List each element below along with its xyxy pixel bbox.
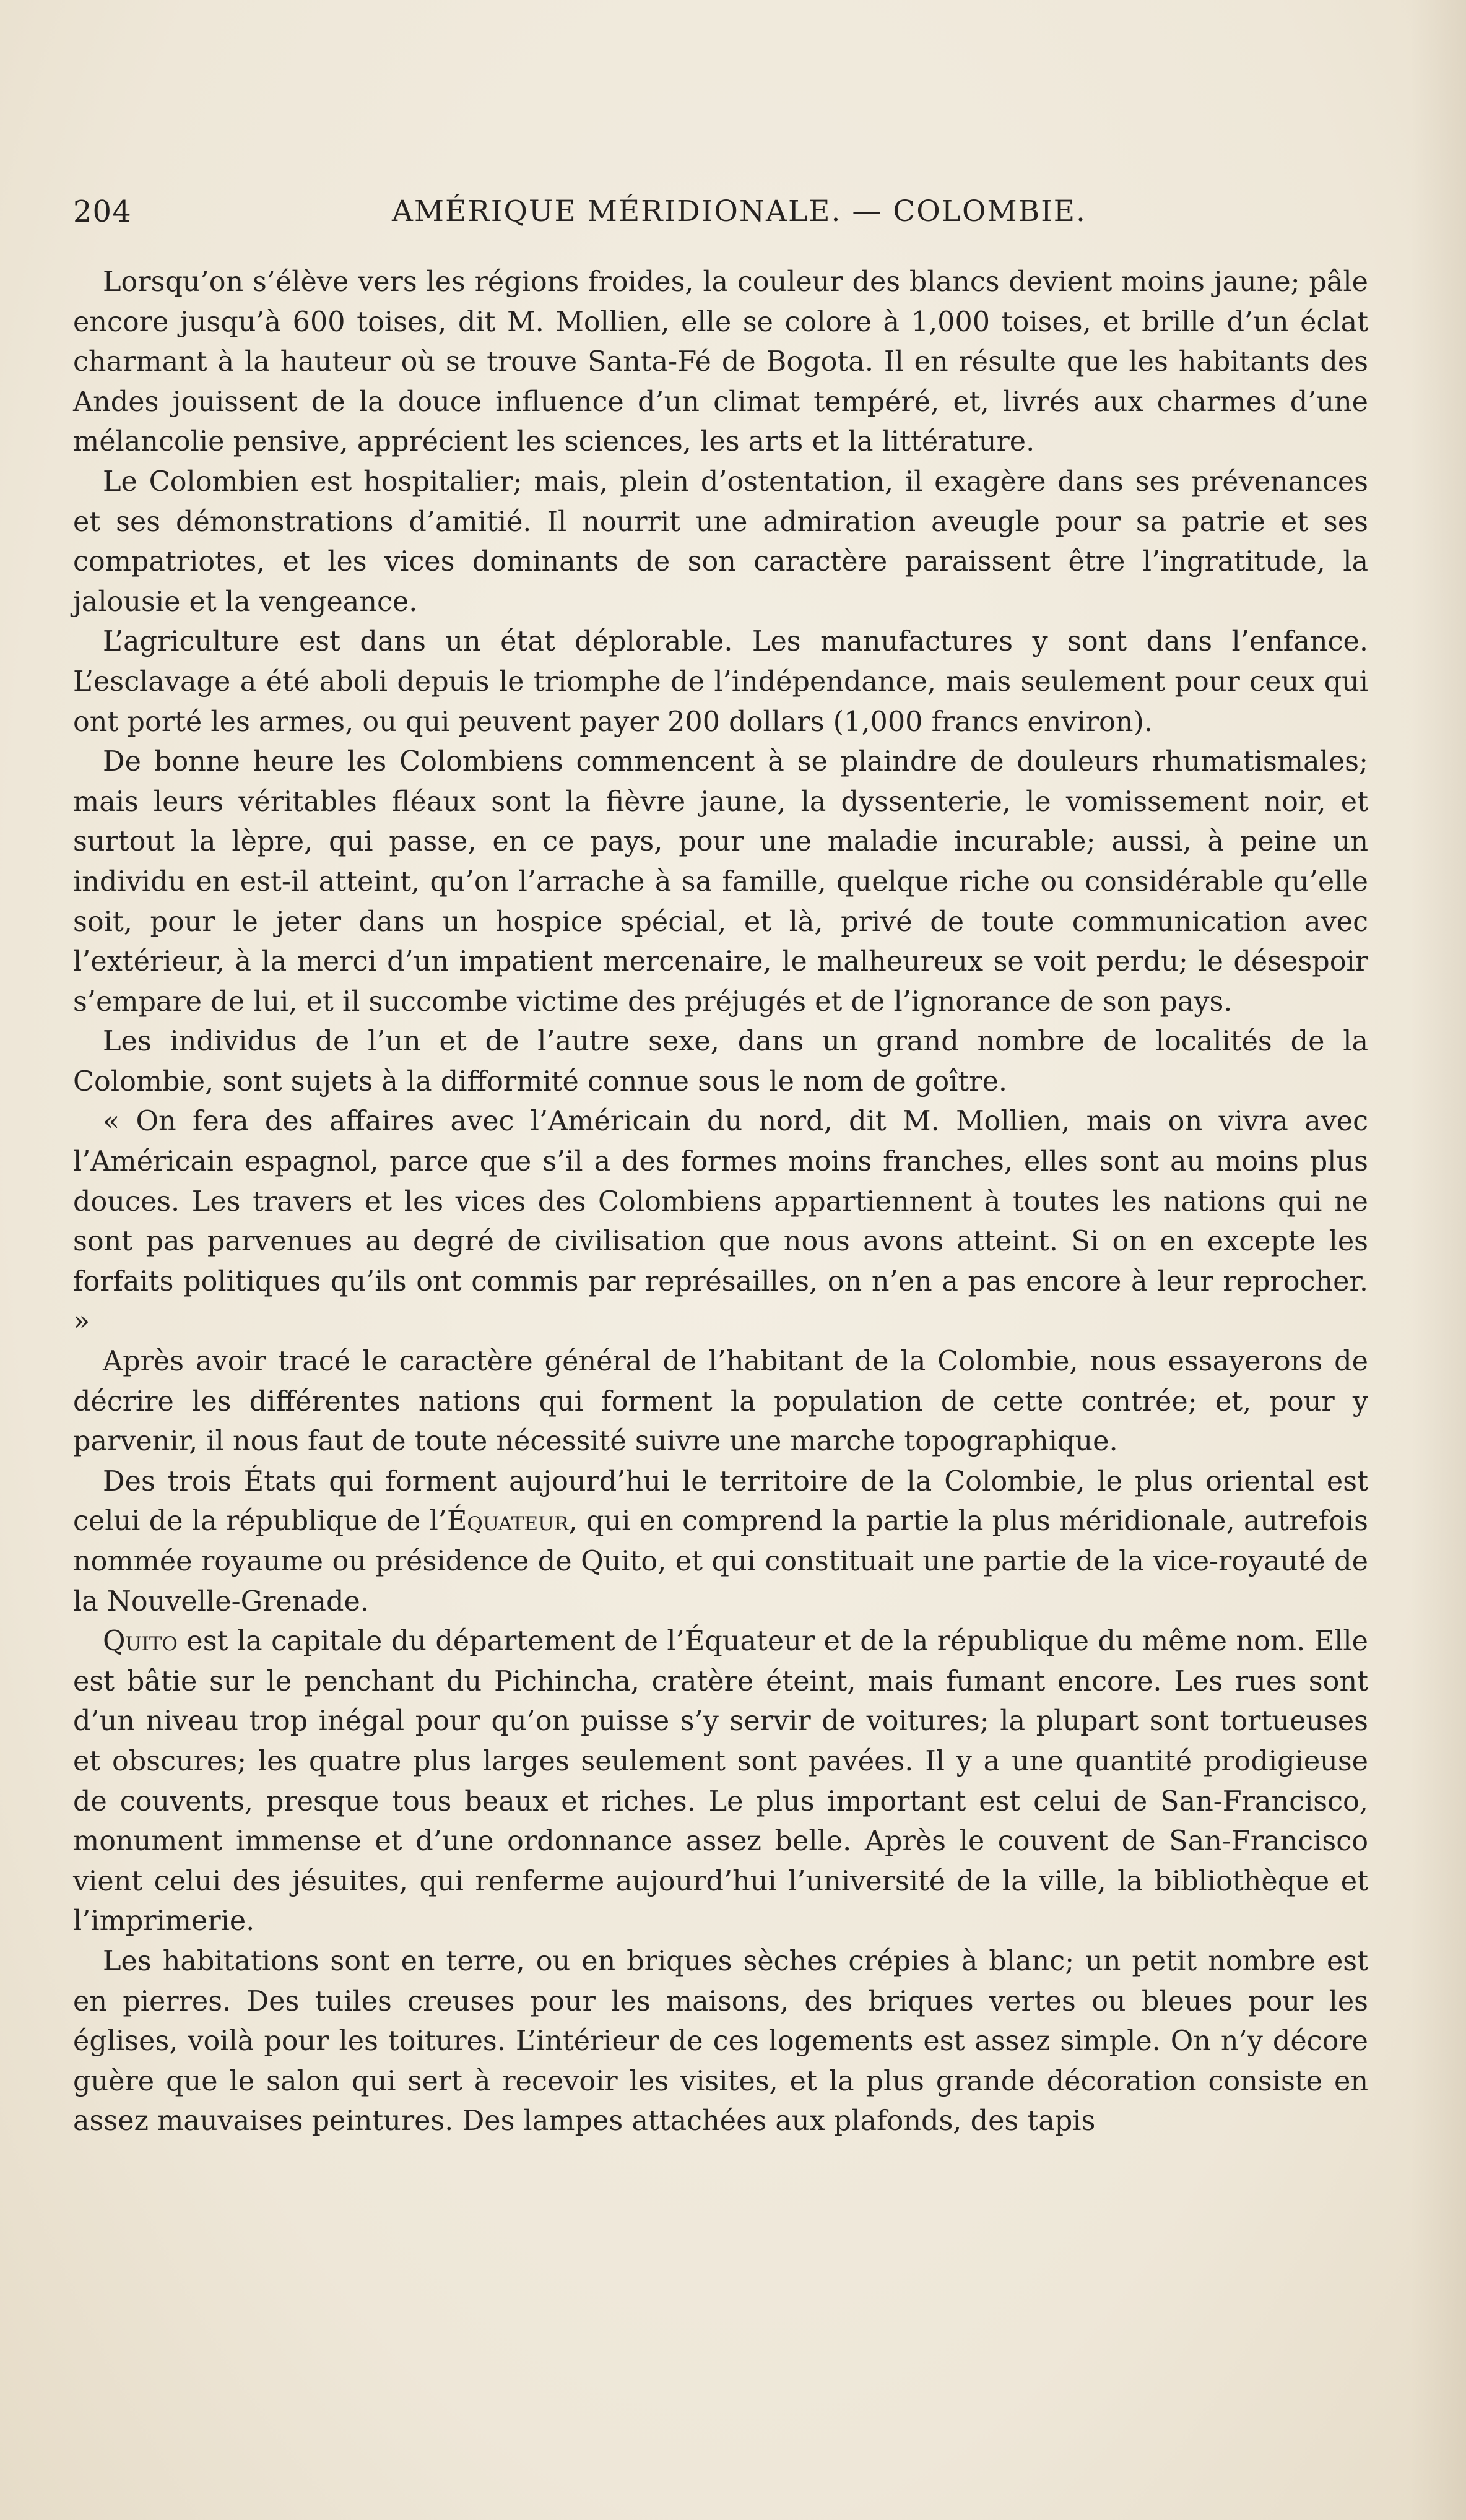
paragraph-quito [73,1622,1368,1942]
body-text [73,262,1368,2142]
paragraph: Le Colombien est hospitalier; mais, plein d’ostentation, il exagère dans ses prévenances et ses démonstrations d’amitié. Il nourrit une admiration aveugle pour sa patrie et ses compatriotes, et les vices dominants de son caractère paraissent être l’ingratitude, la jalousie et la vengeance. [73,465,1368,618]
place-name-equateur: Équateur [446,1505,569,1538]
paragraph-text: est la capitale du département de l’Équateur et de la république du même nom. Elle est bâtie sur le penchant du Pichincha, cratère éteint, mais fumant encore. Les rues sont d’un niveau trop inégal pour qu’on puisse s’y servir de voitures; la plupart sont tortueuses et obscures; les quatre plus larges seulement sont pavées. Il y a une quantité prodigieuse de couvents, presque tous beaux et riches. Le plus important est celui de San-Francisco, monument immense et d’une ordonnance assez belle. Après le couvent de San-Francisco vient celui des jésuites, qui renferme aujourd’hui l’université de la ville, la bibliothèque et l’imprimerie. [73,1626,1368,1938]
page-number: 204 [73,194,132,229]
running-header [73,193,1368,230]
page-edge-shadow [1410,0,1466,2520]
place-name-quito: Quito [103,1626,178,1658]
paragraph: Lorsqu’on s’élève vers les régions froides, la couleur des blancs devient moins jaune; pâle encore jusqu’à 600 toises, dit M. Mollien, elle se colore à 1,000 toises, et brille d’un éclat charmant à la hauteur où se trouve Santa-Fé de Bogota. Il en résulte que les habitants des Andes jouissent de la douce influence d’un climat tempéré, et, livrés aux charmes d’une mélancolie pensive, apprécient les sciences, les arts et la littérature. [73,266,1368,458]
paragraph-text: , qui en comprend la partie la plus méridionale, autrefois nommée royaume ou présidence de Quito, et qui constituait une partie de la vice-royauté de la Nouvelle-Grenade. [73,1505,1368,1617]
paragraph: Les habitations sont en terre, ou en briques sèches crépies à blanc; un petit nombre est en pierres. Des tuiles creuses pour les maisons, des briques vertes ou bleues pour les églises, voilà pour les toitures. L’intérieur de ces logements est assez simple. On n’y décore guère que le salon qui sert à recevoir les visites, et la plus grande décoration consiste en assez mauvaises peintures. Des lampes attachées aux plafonds, des tapis [73,1945,1368,2137]
paragraph: De bonne heure les Colombiens commencent à se plaindre de douleurs rhumatismales; mais leurs véritables fléaux sont la fièvre jaune, la dyssenterie, le vomissement noir, et surtout la lèpre, qui passe, en ce pays, pour une maladie incurable; aussi, à peine un individu en est-il atteint, qu’on l’arrache à sa famille, quelque riche ou considérable qu’elle soit, pour le jeter dans un hospice spécial, et là, privé de toute communication avec l’extérieur, à la merci d’un impatient mercenaire, le malheureux se voit perdu; le désespoir s’empare de lui, et il succombe victime des préjugés et de l’ignorance de son pays. [73,746,1368,1018]
paragraph-equateur [73,1462,1368,1622]
running-title: AMÉRIQUE MÉRIDIONALE. — COLOMBIE. [391,194,1086,228]
quotation-paragraph: « On fera des affaires avec l’Américain du nord, dit M. Mollien, mais on vivra avec l’Américain espagnol, parce que s’il a des formes moins franches, elles sont au moins plus douces. Les travers et les vices des Colombiens appartiennent à toutes les nations qui ne sont pas parvenues au degré de civilisation que nous avons atteint. Si on en excepte les forfaits politiques qu’ils ont commis par représailles, on n’en a pas encore à leur reprocher. » [73,1106,1368,1338]
paragraph: L’agriculture est dans un état déplorable. Les manufactures y sont dans l’enfance. L’esclavage a été aboli depuis le triomphe de l’indépendance, mais seulement pour ceux qui ont porté les armes, ou qui peuvent payer 200 dollars (1,000 francs environ). [73,626,1368,738]
paragraph: Les individus de l’un et de l’autre sexe, dans un grand nombre de localités de la Colombie, sont sujets à la difformité connue sous le nom de goître. [73,1026,1368,1098]
paragraph-text: Des trois États qui forment aujourd’hui le territoire de la Colombie, le plus oriental est celui de la république de l’ [73,1465,1368,1538]
paragraph: Après avoir tracé le caractère général de l’habitant de la Colombie, nous essayerons de décrire les différentes nations qui forment la population de cette contrée; et, pour y parvenir, il nous faut de toute nécessité suivre une marche topographique. [73,1346,1368,1458]
